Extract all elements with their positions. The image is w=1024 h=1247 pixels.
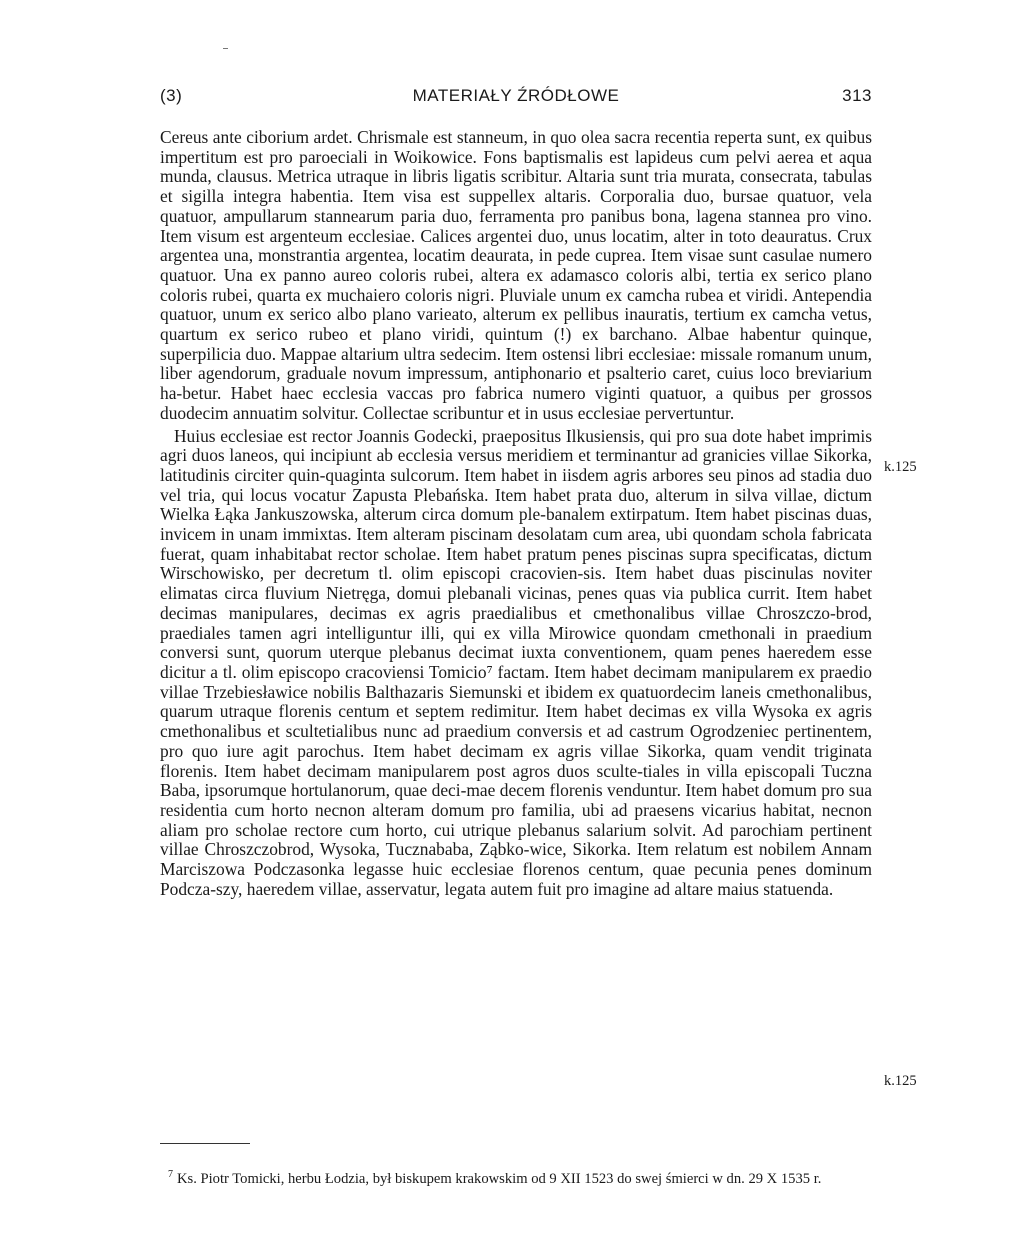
section-number: (3): [160, 86, 183, 105]
margin-note: k.125: [884, 1073, 917, 1089]
paragraph: Cereus ante ciborium ardet. Chrismale est stanneum, in quo olea sacra recentia reperta sunt, ex quibus impertitum est pro paroeciali in Woikowice. Fons baptismalis est lapideus cum pelvi aerea et aqua munda, clausus. Metrica utraque in libris ligatis scribitur. Altaria sunt tria murata, consecrata, tabulas et sigilla integra habentia. Item visa est suppellex altaris. Corporalia duo, bursae quatuor, vela quatuor, ampullarum stannearum paria duo, ferramenta pro panibus bona, lagena stannea pro vino. Item visum est argenteum ecclesiae. Calices argentei duo, unus locatim, alter in toto deauratus. Crux argentea una, monstrantia argentea, locatim deaurata, in pede cuprea. Item visae sunt casulae numero quatuor. Una ex panno aureo coloris rubei, altera ex adamasco coloris albi, tertia ex serico plano coloris rubei, quarta ex muchaiero coloris nigri. Pluviale unum ex camcha rubea et viridi. Antependia quatuor, unum ex serico albo plano varieato, alterum ex pellibus inauratis, tertium ex camcha vetus, quartum ex serico rubeo et plano viridi, quintum (!) ex barchano. Albae habentur quinque, superpilicia duo. Mappae altarium ultra sedecim. Item ostensi libri ecclesiae: missale romanum unum, liber agendorum, graduale novum impressum, antiphonario et psalterio caret, cuius loco breviarium ha-betur. Habet haec ecclesia vaccas pro fabrica numero viginti quatuor, a quibus per grossos duodecim annuatim solvitur. Collectae scribuntur et in usus ecclesiae pervertuntur.: [160, 127, 872, 423]
page-number: 313: [842, 86, 872, 105]
paragraph: Huius ecclesiae est rector Joannis Godecki, praepositus Ilkusiensis, qui pro sua dote habet imprimis agri duos laneos, qui incipiunt ab ecclesia versus meridiem et terminantur ad granicies villae Sikorka, latitudinis circiter quin-quaginta sulcorum. Item habet in iisdem agris arbores seu pinos ad stadia duo vel tria, qui locus vocatur Zapusta Plebańska. Item habet prata duo, alterum in silva villae, dictum Wielka Łąka Jankuszowska, alterum circa domum ple-banalem extirpatum. Item habet piscinas duas, invicem in unam immixtas. Item alteram piscinam desolatam cum area, ubi quondam schola fabricata fuerat, quam inhabitabat rector scholae. Item habet pratum penes piscinas supra specificatas, dictum Wirschowisko, per decretum tl. olim episcopi cracovien-sis. Item habet duas piscinulas noviter elimatas circa fluvium Nietręga, domui plebanali vicinas, penes quas via publica currit. Item habet decimas manipulares, decimas ex agris praedialibus et cmethonalibus villae Chroszczo-brod, praediales tamen agri intelliguntur illi, qui ex villa Mirowice quondam cmethonali in praedium conversi sunt, quorum uterque plebanus decimat iuxta conventionem, quam penes haeredem esse dicitur a tl. olim episcopo cracoviensi Tomicio⁷ factam. Item habet decimam manipularem ex praedio villae Trzebiesławice nobilis Balthazaris Siemunski et ibidem ex quatuordecim laneis cmethonalibus, quarum utraque florenis centum et septem redimitur. Item habet decimas ex villa Wysoka ex agris cmethonalibus et scultetialibus nunc ad praedium conversis et ad castrum Ogrodzeniec pertinentem, pro quo iure agit parochus. Item habet decimam ex agris villae Sikorka, quam vendit triginata florenis. Item habet decimam manipularem post agros duos sculte-tiales in villa episcopali Tuczna Baba, ipsorumque hortulanorum, quae deci-mae decem florenis venduntur. Item habet domum pro sua residentia cum horto necnon alteram domum pro familia, ubi ad praesens vicarius habitat, necnon aliam pro scholae rectore cum horto, cui utrique plebanus salarium solvit. Ad parochiam pertinent villae Chroszczobrod, Wysoka, Tucznababa, Ząbko-wice, Sikorka. Item relatum est nobilem Annam Marciszowa Podczasonka legasse huic ecclesiae florenos centum, quae pecunia penes dominum Podcza-szy, haeredem villae, asservatur, legata autem fuit pro imagine ad altare maius statuenda.: [160, 425, 872, 899]
margin-note: k.125: [884, 459, 917, 475]
footnote: [160, 1170, 872, 1189]
scan-artifact-mark: [223, 48, 228, 49]
running-title: MATERIAŁY ŹRÓDŁOWE: [412, 86, 620, 105]
footnote-mark: 7: [168, 1169, 173, 1181]
page-header: [160, 86, 872, 112]
footnote-separator: [160, 1143, 250, 1144]
footnote-text: Ks. Piotr Tomicki, herbu Łodzia, był biskupem krakowskim od 9 XII 1523 do swej śmierci w dn. 29 X 1535 r.: [177, 1171, 822, 1187]
main-text: [160, 128, 872, 899]
